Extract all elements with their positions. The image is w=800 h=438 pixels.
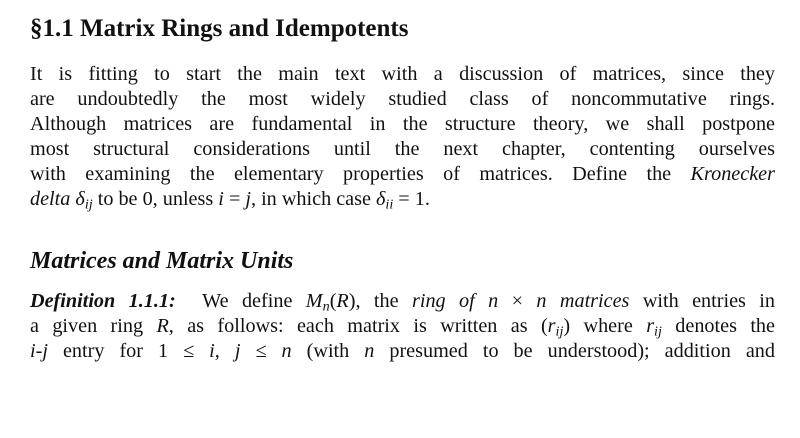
page xyxy=(30,12,775,364)
subscript: ij xyxy=(555,323,564,340)
intro-paragraph xyxy=(30,62,775,212)
text-fragment: We define xyxy=(175,290,306,312)
math-var: i xyxy=(218,188,224,210)
text-fragment: a given ring xyxy=(30,315,157,337)
text-fragment: (with xyxy=(291,340,365,362)
math-var: j xyxy=(234,340,241,362)
math-var: M xyxy=(305,290,323,312)
text-fragment: to be 0, unless xyxy=(92,188,219,210)
subscript: ii xyxy=(385,196,394,213)
text-line: most structural considerations until the next chapter, contenting ourselves xyxy=(30,138,775,160)
text-fragment: denotes the xyxy=(661,315,775,337)
text-fragment: , in which case xyxy=(250,188,376,210)
text-line: are undoubtedly the most widely studied class of noncommutative rings. xyxy=(30,88,775,110)
text-line: Although matrices are fundamental in the structure theory, we shall postpone xyxy=(30,113,775,135)
subscript: ij xyxy=(84,196,93,213)
text-fragment: - xyxy=(35,340,43,362)
math-var: i xyxy=(209,340,215,362)
term-ring: ring xyxy=(411,290,446,312)
text-fragment: , as follows: each matrix is written as ( xyxy=(168,315,548,337)
math-var: i xyxy=(30,340,36,362)
text-fragment: with entries in xyxy=(629,290,776,312)
text-line xyxy=(30,162,775,187)
delta-symbol: δ xyxy=(75,188,85,210)
text-fragment: ≤ xyxy=(240,340,282,362)
term-kronecker: Kronecker xyxy=(690,163,775,185)
term-matrices: matrices xyxy=(546,290,630,312)
text-fragment: = xyxy=(223,188,246,210)
subsection-heading: Matrices and Matrix Units xyxy=(30,248,294,274)
definition-label: Definition 1.1.1: xyxy=(30,290,176,312)
text-line xyxy=(30,339,775,364)
section-heading: §1.1 Matrix Rings and Idempotents xyxy=(30,15,409,42)
math-var: r xyxy=(547,315,556,337)
text-fragment: entry for 1 ≤ xyxy=(47,340,210,362)
text-fragment: with examining the elementary properties of matrices. Define the xyxy=(30,163,691,185)
text-line: It is fitting to start the main text with a discussion of matrices, since they xyxy=(30,63,775,85)
text-fragment: presumed to be understood); addition and xyxy=(374,340,775,362)
math-var: n xyxy=(281,340,292,362)
text-fragment: of xyxy=(445,290,489,312)
math-var: j xyxy=(42,340,48,362)
delta-symbol: δ xyxy=(376,188,386,210)
subscript: n xyxy=(322,298,330,315)
text-fragment: ), the xyxy=(348,290,412,312)
text-fragment: × xyxy=(498,290,537,312)
math-var: j xyxy=(245,188,251,210)
definition-paragraph xyxy=(30,289,775,364)
math-var: R xyxy=(336,290,349,312)
math-var: r xyxy=(646,315,655,337)
text-fragment: , xyxy=(214,340,235,362)
text-fragment: ) where xyxy=(563,315,647,337)
math-var: R xyxy=(156,315,169,337)
text-fragment: = 1. xyxy=(393,188,430,210)
term-delta: delta xyxy=(30,188,76,210)
math-var: n xyxy=(536,290,547,312)
text-line xyxy=(30,314,775,339)
subscript: ij xyxy=(654,323,662,340)
math-var: n xyxy=(488,290,499,312)
text-line xyxy=(30,289,775,314)
text-line xyxy=(30,187,775,212)
math-var: n xyxy=(364,340,375,362)
text-fragment: ( xyxy=(329,290,337,312)
